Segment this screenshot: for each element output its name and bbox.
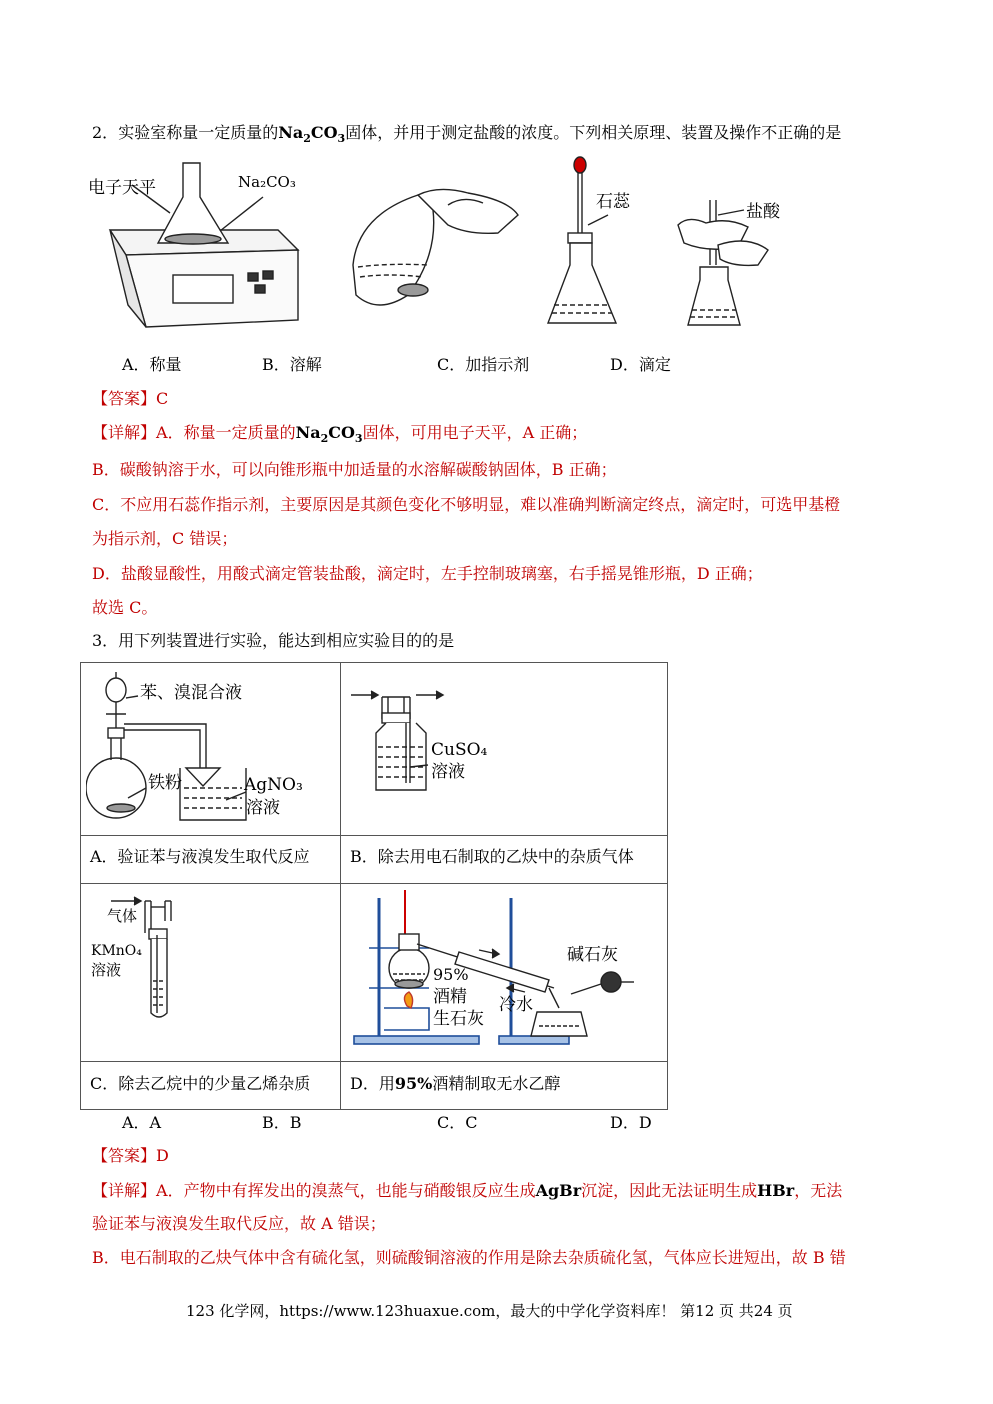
- q3-detail-b: B．电石制取的乙炔气体中含有硫化氢，则硫酸铜溶液的作用是除去杂质硫化氢，气体应长进短出，故 B 错: [92, 1248, 846, 1267]
- cell-b-label-2: 溶液: [431, 762, 465, 782]
- cell-a-caption: A．验证苯与液溴发生取代反应: [90, 847, 310, 866]
- q2-number: 2．: [92, 123, 119, 142]
- table-divider-2: [81, 883, 667, 884]
- q2-figure: [88, 155, 808, 345]
- cell-c-label-1: 气体: [107, 907, 138, 925]
- table-divider-vertical: [340, 663, 341, 1109]
- q2-detail-a-part2: 固体，可用电子天平，A 正确；: [362, 423, 588, 442]
- cell-b-caption: B．除去用电石制取的乙炔中的杂质气体: [350, 847, 634, 866]
- q2-conclusion: 故选 C。: [92, 598, 158, 617]
- q3-answer-value: D: [156, 1146, 169, 1165]
- q2-answer: [92, 388, 168, 410]
- q2-answer-value: C: [156, 389, 169, 408]
- q3-detail-a-part1: A．产物中有挥发出的溴蒸气，也能与硝酸银反应生成: [156, 1181, 536, 1200]
- cell-c-figure: [89, 891, 239, 1031]
- q3-options-table: [80, 662, 668, 1110]
- table-divider-1: [81, 835, 667, 836]
- cell-d-caption-part2: 酒精制取无水乙醇: [432, 1074, 561, 1093]
- cell-b-figure: [346, 685, 646, 805]
- hcl-label: 盐酸: [746, 202, 780, 222]
- cell-a-label-3: AgNO₃: [244, 775, 303, 795]
- cell-b-label-1: CuSO₄: [431, 740, 488, 760]
- q3-option-b: B．B: [262, 1113, 302, 1132]
- q3-answer: [92, 1145, 169, 1167]
- q2-detail-a-part1: A．称量一定质量的: [156, 423, 296, 442]
- q3-detail-hbr: HBr: [757, 1181, 795, 1200]
- q3-stem: 3．用下列装置进行实验，能达到相应实验目的的是: [92, 631, 455, 650]
- q3-option-a: A．A: [122, 1113, 162, 1132]
- cell-a-label-2: 铁粉: [148, 773, 182, 793]
- balance-label: 电子天平: [88, 178, 156, 198]
- cell-a-label-4: 溶液: [246, 798, 280, 818]
- q3-answer-tag: 【答案】: [92, 1146, 157, 1165]
- cell-c-label-3: 溶液: [91, 961, 122, 979]
- q2-stem: [92, 122, 841, 150]
- cell-d-caption: [350, 1071, 560, 1094]
- cell-a-figure: [86, 668, 336, 833]
- formula-sub-3: 3: [337, 132, 346, 146]
- q3-option-c: C．C: [437, 1113, 478, 1132]
- q2-stem-part1: 实验室称量一定质量的: [118, 123, 279, 142]
- q2-option-c: C．加指示剂: [437, 355, 530, 374]
- q2-formula: [278, 123, 346, 146]
- page-footer: 123 化学网，https://www.123huaxue.com，最大的中学化学资料库！ 第12 页 共24 页: [186, 1302, 793, 1320]
- formula-na: Na: [278, 123, 304, 142]
- q2-option-a: A．称量: [122, 355, 182, 374]
- q2-detail-c-line1: C．不应用石蕊作指示剂，主要原因是其颜色变化不够明显，难以准确判断滴定终点，滴定时，可选甲基橙: [92, 495, 841, 514]
- dissolving-figure: [353, 189, 518, 305]
- q3-detail-a-part2: 沉淀，因此无法证明生成: [581, 1181, 758, 1200]
- cell-d-label-5: 冷水: [499, 995, 533, 1015]
- q2-detail-b: B．碳酸钠溶于水，可以向锥形瓶中加适量的水溶解碳酸钠固体，B 正确；: [92, 460, 617, 479]
- cell-d-label-4: 生石灰: [433, 1009, 484, 1029]
- cell-d-label-3: 酒精: [433, 987, 467, 1007]
- cell-a-label-1: 苯、溴混合液: [140, 683, 242, 703]
- formula-co: CO: [310, 123, 338, 142]
- q2-detail-a: [92, 422, 587, 450]
- q2-stem-part2: 固体，并用于测定盐酸的浓度。下列相关原理、装置及操作不正确的是: [345, 123, 842, 142]
- q2-detail-tag: 【详解】: [92, 423, 157, 442]
- litmus-label: 石蕊: [596, 192, 630, 212]
- q3-detail-a-part3: ，无法: [794, 1181, 843, 1200]
- cell-d-caption-bold: 95%: [394, 1074, 433, 1093]
- q2-answer-tag: 【答案】: [92, 389, 157, 408]
- na2co3-label: Na₂CO₃: [238, 173, 296, 191]
- formula-sub-2: 2: [303, 132, 311, 146]
- cell-d-figure: [349, 888, 661, 1058]
- cell-c-caption: C．除去乙烷中的少量乙烯杂质: [90, 1074, 311, 1093]
- table-divider-3: [81, 1061, 667, 1062]
- q3-detail-tag: 【详解】: [92, 1181, 157, 1200]
- q2-option-d: D．滴定: [610, 355, 671, 374]
- q2-detail-c-line2: 为指示剂，C 错误；: [92, 529, 238, 548]
- cell-d-caption-part1: D．用: [350, 1074, 395, 1093]
- q3-detail-a: [92, 1180, 842, 1202]
- q2-detail-d: D．盐酸显酸性，用酸式滴定管装盐酸，滴定时，左手控制玻璃塞，右手摇晃锥形瓶，D 正确；: [92, 564, 763, 583]
- q3-detail-agbr: AgBr: [535, 1181, 582, 1200]
- indicator-figure: [548, 157, 616, 323]
- cell-d-label-2: 95%: [433, 965, 469, 984]
- cell-c-label-2: KMnO₄: [91, 943, 142, 959]
- q2-detail-formula: $Na_2CO_3$: [295, 423, 363, 446]
- cell-d-label-1: 碱石灰: [567, 945, 618, 965]
- q3-option-d: D．D: [610, 1113, 652, 1132]
- q3-detail-a-line2: 验证苯与液溴发生取代反应，故 A 错误；: [92, 1214, 386, 1233]
- q2-option-b: B．溶解: [262, 355, 322, 374]
